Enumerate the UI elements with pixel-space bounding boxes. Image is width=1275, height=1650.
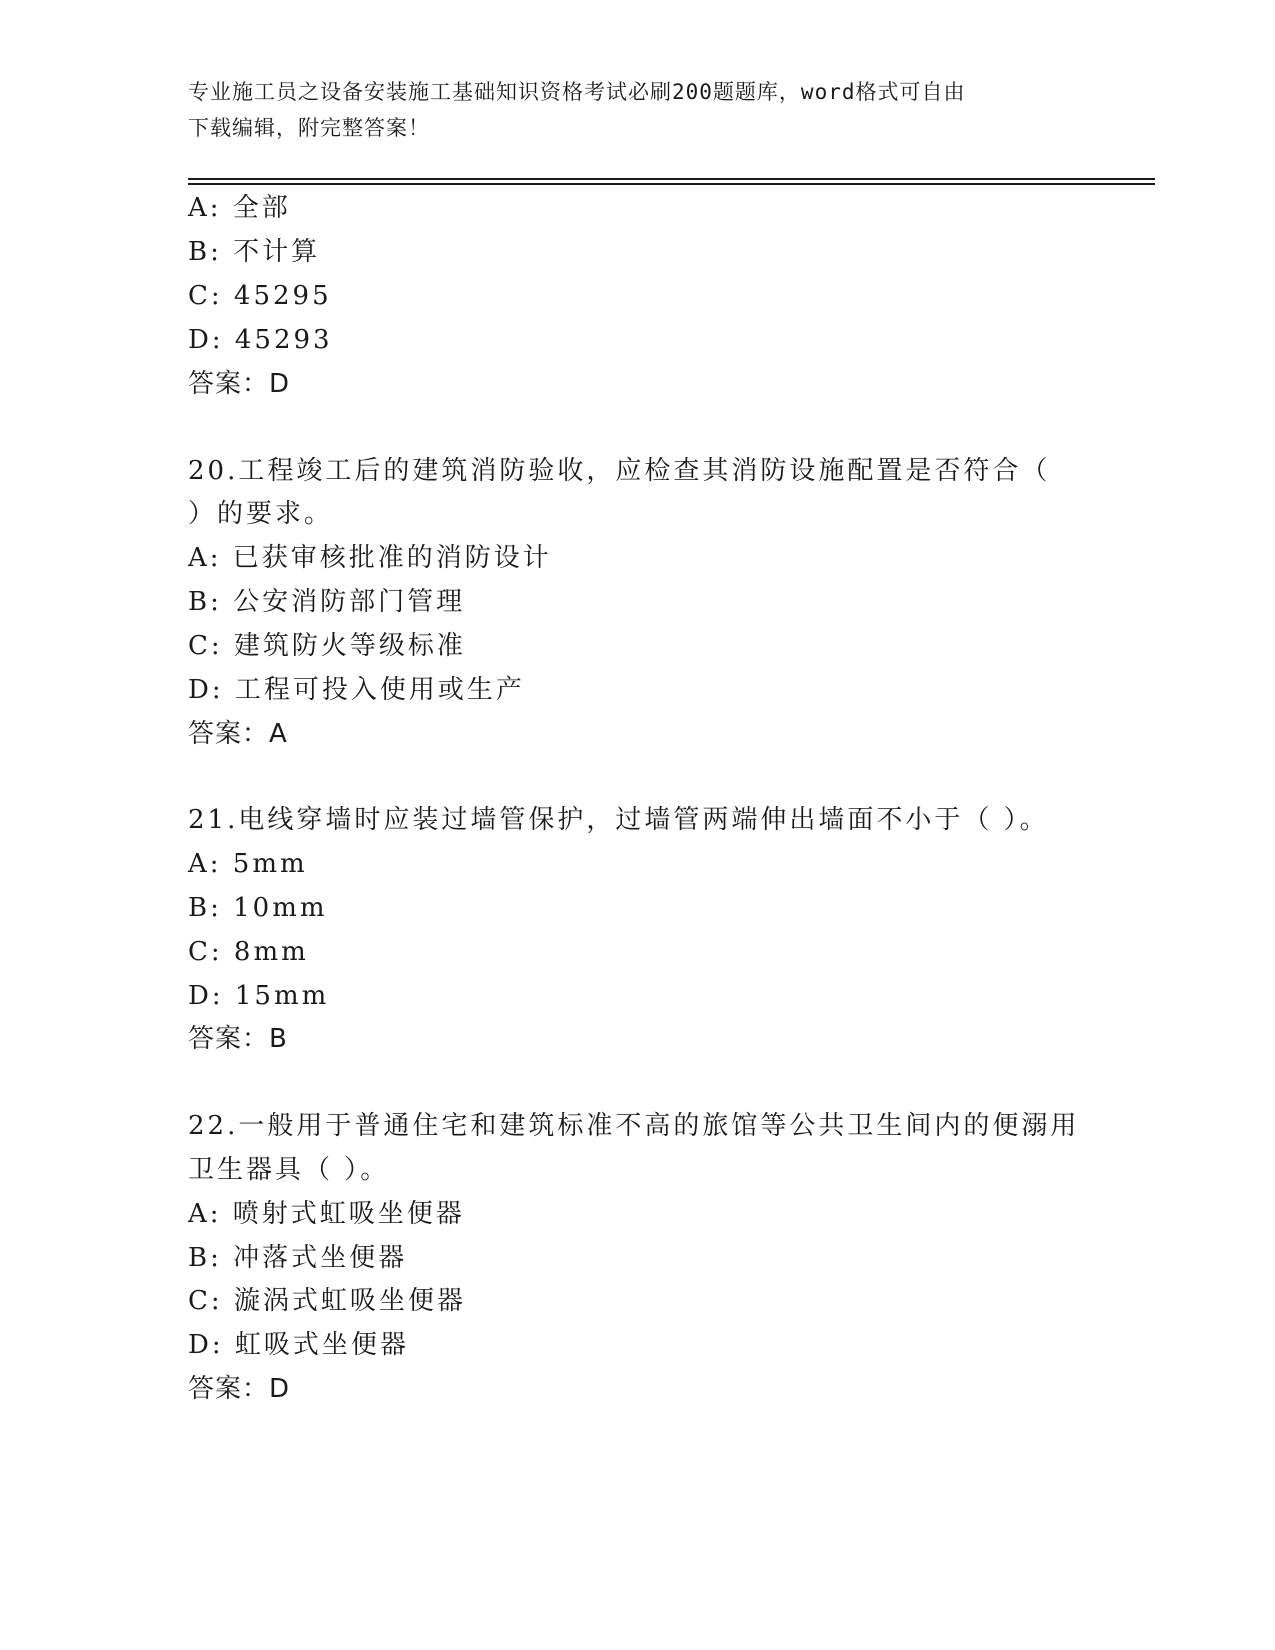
q20-option-a: A: 已获审核批准的消防设计: [188, 543, 552, 573]
q20-stem-line-2: ）的要求。: [188, 499, 334, 529]
q22-option-c: C: 漩涡式虹吸坐便器: [188, 1286, 466, 1316]
q20-option-d: D: 工程可投入使用或生产: [188, 675, 525, 705]
q22-option-b: B: 冲落式坐便器: [188, 1243, 408, 1273]
q22-stem-line-2: 卫生器具（ ）。: [188, 1155, 390, 1185]
q19-option-b: B: 不计算: [188, 237, 321, 267]
header-divider-bottom: [188, 183, 1155, 185]
q21-answer: 答案：B: [188, 1024, 288, 1054]
header-divider-top: [188, 178, 1155, 180]
q22-answer: 答案：D: [188, 1374, 291, 1404]
q21-option-d: D: 15mm: [188, 981, 330, 1011]
q20-answer: 答案：A: [188, 719, 288, 749]
q21-option-b: B: 10mm: [188, 893, 328, 923]
q22-stem-line-1: 22.一般用于普通住宅和建筑标准不高的旅馆等公共卫生间内的便溺用: [188, 1111, 1080, 1141]
q22-option-a: A: 喷射式虹吸坐便器: [188, 1199, 465, 1229]
q21-option-a: A: 5mm: [188, 849, 308, 879]
q20-option-b: B: 公安消防部门管理: [188, 587, 466, 617]
q22-option-d: D: 虹吸式坐便器: [188, 1330, 409, 1360]
q19-option-d: D: 45293: [188, 325, 333, 355]
q20-stem-line-1: 20.工程竣工后的建筑消防验收，应检查其消防设施配置是否符合（: [188, 456, 1051, 486]
header-line-2: 下载编辑，附完整答案！: [188, 116, 430, 140]
document-header: [188, 74, 1088, 146]
q19-option-c: C: 45295: [188, 281, 332, 311]
q19-option-a: A: 全部: [188, 193, 291, 223]
q21-stem-line-1: 21.电线穿墙时应装过墙管保护，过墙管两端伸出墙面不小于（ ）。: [188, 805, 1049, 835]
q20-option-c: C: 建筑防火等级标准: [188, 631, 466, 661]
q19-answer: 答案：D: [188, 369, 291, 399]
header-line-1: 专业施工员之设备安装施工基础知识资格考试必刷200题题库，word格式可自由: [188, 80, 966, 104]
q21-option-c: C: 8mm: [188, 937, 309, 967]
